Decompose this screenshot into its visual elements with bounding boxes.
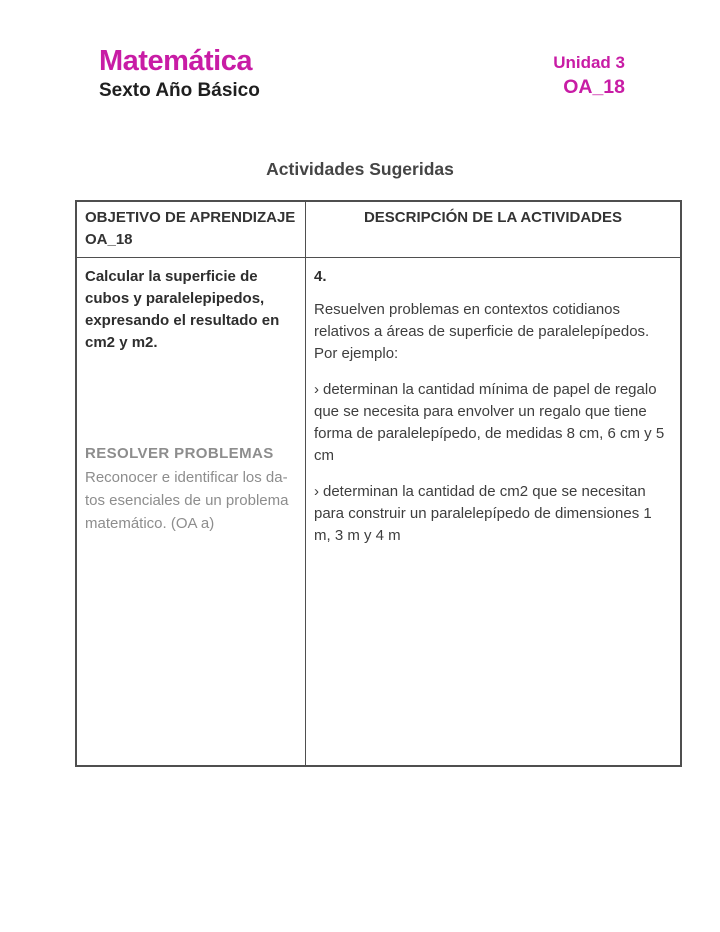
objective-line: cubos y paralelepipedos, [85, 290, 265, 307]
objective-line: Calcular la superficie de [85, 268, 258, 285]
section-title: Actividades Sugeridas [266, 159, 454, 179]
unit-label: Unidad 3 [553, 53, 625, 72]
oa-label: OA_18 [563, 76, 625, 98]
bullet-marker: › [314, 483, 319, 500]
table-header-row [76, 201, 681, 258]
objective-text [85, 263, 297, 354]
document-header [0, 0, 720, 104]
activity-number: 4. [314, 268, 327, 285]
activity-bullet [314, 481, 672, 547]
objective-cell [76, 258, 306, 767]
skill-title: RESOLVER PROBLEMAS [85, 445, 274, 462]
activity-bullet [314, 379, 672, 467]
header-left [99, 44, 260, 104]
subject-title: Matemática [99, 45, 252, 77]
activity-intro: Resuelven problemas en contextos cotidianos relativos a áreas de superficie de paralelepípedos. Por ejemplo: [314, 301, 650, 362]
skill-text-line: Reconocer e identificar los da- [85, 469, 288, 486]
objective-column-header [76, 201, 306, 258]
bullet-text: determinan la cantidad mínima de papel de regalo que se necesita para envolver un regalo que tiene forma de paralelepípedo, de medidas 8 cm, 6 cm y 5 cm [314, 381, 665, 464]
bullet-marker: › [314, 381, 319, 398]
grade-subtitle: Sexto Año Básico [99, 80, 260, 101]
objective-header-line2: OA_18 [85, 231, 133, 248]
description-column-header: DESCRIPCIÓN DE LA ACTIVIDADES [306, 201, 682, 258]
objective-header-line1: OBJETIVO DE APRENDIZAJE [85, 209, 296, 226]
table-row [76, 258, 681, 767]
activities-table [75, 200, 682, 767]
skill-text-line: matemático. (OA a) [85, 515, 215, 532]
skill-block [85, 370, 297, 535]
skill-text-line: tos esenciales de un problema [85, 492, 289, 509]
header-right [553, 44, 625, 100]
objective-line: cm2 y m2. [85, 334, 158, 351]
bullet-text: determinan la cantidad de cm2 que se necesitan para construir un paralelepípedo de dimensiones 1 m, 3 m y 4 m [314, 483, 652, 544]
objective-line: expresando el resultado en [85, 312, 280, 329]
description-cell [306, 258, 682, 767]
